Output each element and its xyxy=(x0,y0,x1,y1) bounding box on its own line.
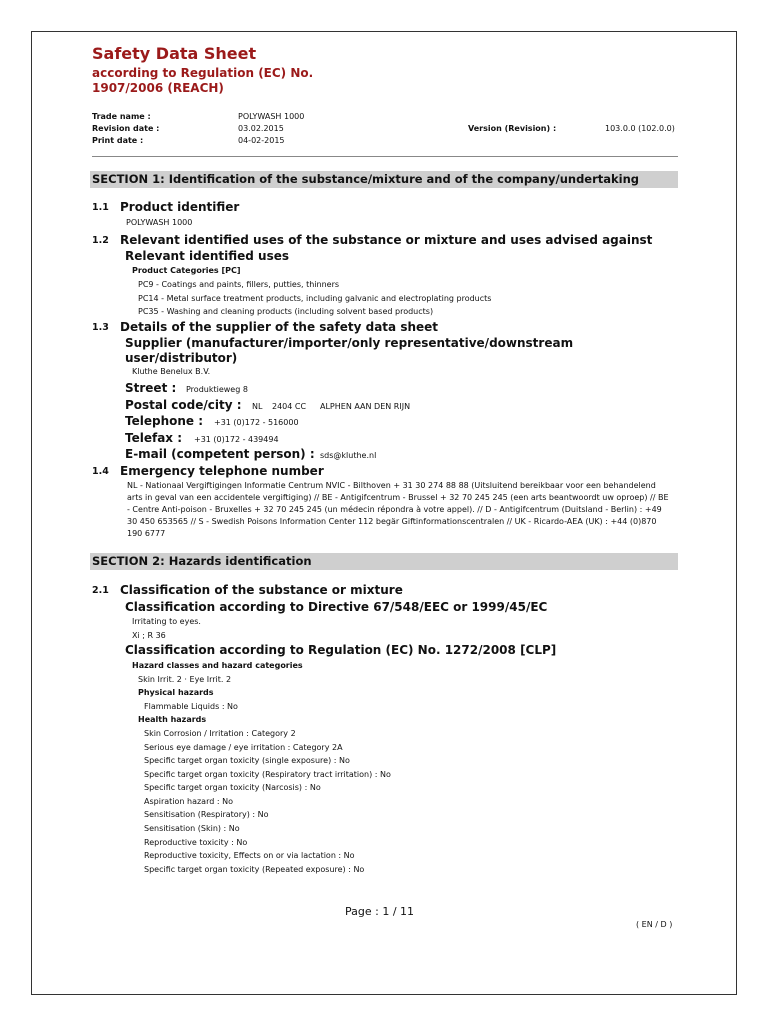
trade-name-value: POLYWASH 1000 xyxy=(238,112,305,121)
section-2-bar xyxy=(90,553,678,570)
directive-classification-title: Classification according to Directive 67/548/EEC or 1999/45/EC xyxy=(125,600,548,614)
product-identifier-value: POLYWASH 1000 xyxy=(126,218,193,227)
page-number: Page : 1 / 11 xyxy=(345,905,415,918)
print-date-value: 04-02-2015 xyxy=(238,136,285,145)
postal-label: Postal code/city : xyxy=(125,398,242,412)
language-code: ( EN / D ) xyxy=(636,920,673,929)
directive-line-2: Xi ; R 36 xyxy=(132,631,166,640)
header-divider xyxy=(92,156,678,157)
supplier-label-line2: user/distributor) xyxy=(125,351,238,365)
postal-code: 2404 CC xyxy=(272,402,307,411)
supplier-name: Kluthe Benelux B.V. xyxy=(132,367,211,376)
print-date-label: Print date : xyxy=(92,136,144,145)
postal-country: NL xyxy=(252,402,263,411)
section-1-3-title: Details of the supplier of the safety data sheet xyxy=(120,320,439,334)
document-subtitle-line1: according to Regulation (EC) No. xyxy=(92,66,314,80)
email-value: sds@kluthe.nl xyxy=(320,451,377,460)
street-value: Produktieweg 8 xyxy=(186,385,248,394)
section-1-1-title: Product identifier xyxy=(120,200,240,214)
directive-line-1: Irritating to eyes. xyxy=(132,617,201,626)
version-label: Version (Revision) : xyxy=(468,124,557,133)
postal-city: ALPHEN AAN DEN RIJN xyxy=(320,402,411,411)
health-hazards-label: Health hazards xyxy=(138,715,207,724)
version-value: 103.0.0 (102.0.0) xyxy=(605,124,675,133)
section-1-1-number: 1.1 xyxy=(92,202,109,213)
health-hazard-item: Reproductive toxicity : No xyxy=(144,838,248,847)
telephone-label: Telephone : xyxy=(125,414,204,428)
section-1-heading: SECTION 1: Identification of the substance/mixture and of the company/undertaking xyxy=(92,172,640,186)
telefax-value: +31 (0)172 - 439494 xyxy=(194,435,279,444)
telefax-label: Telefax : xyxy=(125,431,183,445)
telephone-value: +31 (0)172 - 516000 xyxy=(214,418,299,427)
section-2-heading: SECTION 2: Hazards identification xyxy=(92,554,312,568)
street-label: Street : xyxy=(125,381,177,395)
product-category-pc14: PC14 - Metal surface treatment products, including galvanic and electroplating products xyxy=(138,294,492,303)
health-hazard-item: Sensitisation (Respiratory) : No xyxy=(144,810,269,819)
relevant-uses-subtitle: Relevant identified uses xyxy=(125,249,290,263)
health-hazard-item: Reproductive toxicity, Effects on or via lactation : No xyxy=(144,851,355,860)
section-1-4-number: 1.4 xyxy=(92,466,109,477)
health-hazard-item: Aspiration hazard : No xyxy=(144,797,233,806)
section-2-1-number: 2.1 xyxy=(92,585,109,596)
health-hazard-item: Specific target organ toxicity (single exposure) : No xyxy=(144,756,350,765)
section-1-bar xyxy=(90,171,678,188)
section-1-2-title: Relevant identified uses of the substance or mixture and uses advised against xyxy=(120,233,653,247)
section-1-3-number: 1.3 xyxy=(92,322,109,333)
product-categories-label: Product Categories [PC] xyxy=(132,266,241,275)
trade-name-label: Trade name : xyxy=(92,112,151,121)
health-hazard-item: Specific target organ toxicity (Repeated exposure) : No xyxy=(144,865,365,874)
section-2-1-title: Classification of the substance or mixture xyxy=(120,583,403,597)
document-subtitle-line2: 1907/2006 (REACH) xyxy=(92,81,224,95)
health-hazard-item: Skin Corrosion / Irritation : Category 2 xyxy=(144,729,296,738)
product-category-pc9: PC9 - Coatings and paints, fillers, putties, thinners xyxy=(138,280,340,289)
emergency-numbers-text: NL - Nationaal Vergiftigingen Informatie Centrum NVIC - Bilthoven + 31 30 274 88 88 (Uitsluitend bereikbaar voor een behandelend arts in geval van een accidentele vergiftiging) // BE - Antigifcentrum - Brussel + 32 70 245 245 (een arts beantwoordt uw oproep) // BE - Centre Anti-poison - Bruxelles + 32 70 245 245 (un médecin répondra à votre appel). // D - Antigifcentrum (Duitsland - Berlin) : +49 30 450 653565 // S - Swedish Poisons Information Center 112 begär Giftinformationscentralen // UK - Ricardo-AEA (UK) : +44 (0)870 190 6777 xyxy=(127,481,669,538)
document-title: Safety Data Sheet xyxy=(92,44,257,63)
section-1-2-number: 1.2 xyxy=(92,235,109,246)
section-1-4-title: Emergency telephone number xyxy=(120,464,324,478)
hazard-classes-value: Skin Irrit. 2 · Eye Irrit. 2 xyxy=(138,675,232,684)
physical-hazard-item: Flammable Liquids : No xyxy=(144,702,238,711)
health-hazard-item: Specific target organ toxicity (Narcosis) : No xyxy=(144,783,321,792)
health-hazard-item: Sensitisation (Skin) : No xyxy=(144,824,240,833)
health-hazard-item: Specific target organ toxicity (Respiratory tract irritation) : No xyxy=(144,770,391,779)
revision-date-label: Revision date : xyxy=(92,124,160,133)
supplier-label-line1: Supplier (manufacturer/importer/only representative/downstream xyxy=(125,336,574,350)
email-label: E-mail (competent person) : xyxy=(125,447,315,461)
physical-hazards-label: Physical hazards xyxy=(138,688,214,697)
clp-classification-title: Classification according to Regulation (EC) No. 1272/2008 [CLP] xyxy=(125,643,557,657)
hazard-classes-label: Hazard classes and hazard categories xyxy=(132,661,303,670)
health-hazard-item: Serious eye damage / eye irritation : Category 2A xyxy=(144,743,343,752)
revision-date-value: 03.02.2015 xyxy=(238,124,284,133)
product-category-pc35: PC35 - Washing and cleaning products (including solvent based products) xyxy=(138,307,434,316)
